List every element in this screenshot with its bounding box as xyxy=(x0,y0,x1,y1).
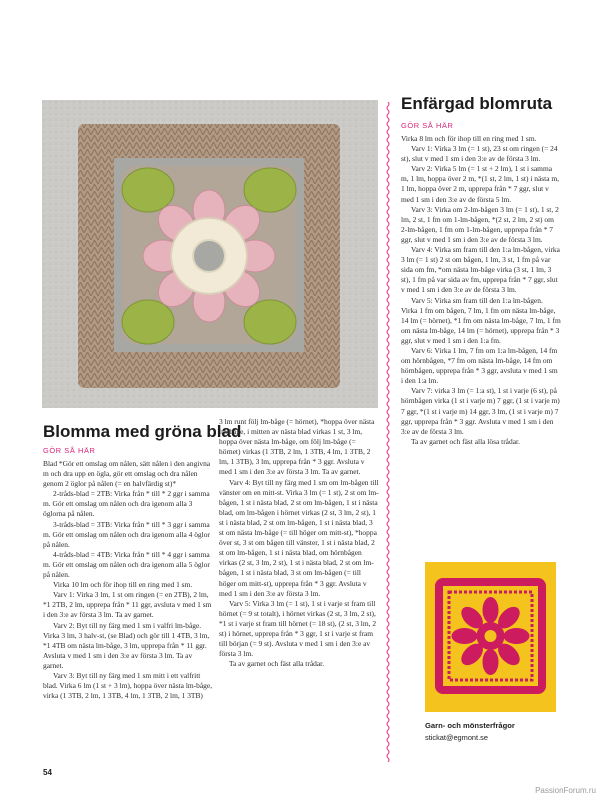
paragraph: 2-tråds-blad = 2TB: Virka från * till * 2 ggr i samma m. Gör ett omslag om nålen och dra igenom alla 3 öglorna på nålen. xyxy=(43,489,210,519)
paragraph: Varv 3: Virka om 2-lm-bågen 3 lm (= 1 st), 1 st, 2 lm, 2 st, 1 fm om 1-lm-bågen, *(2 st, 2 lm, 2 st) om 2-lm-bågen, 1 fm om 1-lm-bågen, upprepa från * 7 ggr, slut v med 1 sm i den 3:e av de första 3 lm. xyxy=(401,204,559,244)
page-number: 54 xyxy=(43,768,52,777)
petal xyxy=(483,597,499,623)
leaf-bottom-left xyxy=(122,300,174,344)
footer-email[interactable]: stickat@egmont.se xyxy=(425,733,488,742)
paragraph: Varv 2: Virka 5 lm (= 1 st + 2 lm), 1 st i samma m, 1 lm, hoppa över 2 m, *(1 st, 2 lm, 1 st) i nästa m, 1 lm, hoppa över 2 m, upprepa från * 7 ggr, slut v med 1 sm i den 3:e av de första 5 lm. xyxy=(401,164,560,204)
paragraph: 4-tråds-blad = 4TB: Virka från * till * 4 ggr i samma m. Gör ett omslag om nålen och dra igenom alla 5 öglor på nålen. xyxy=(43,549,210,580)
right-section-title: Enfärgad blomruta xyxy=(401,94,553,113)
paragraph: Varv 5: Virka sm fram till den 1:a lm-bågen. Virka 1 fm om bågen, 7 lm, 1 fm om nästa lm-båge, 14 lm (= hörnet), *1 fm om nästa lm-båge, 7 lm, 1 fm om nästa lm-båge, 14 lm (= hörnet), upprepa från * 3 ggr, slut v med 1 sm i den 1:a fm. xyxy=(401,295,561,345)
magenta-square-illustration xyxy=(425,562,556,712)
magenta-square-photo xyxy=(425,562,556,712)
paragraph: Virka 8 lm och för ihop till en ring med 1 sm. xyxy=(401,134,537,143)
crochet-square-photo xyxy=(42,100,378,408)
petal xyxy=(504,628,530,644)
left-section-title: Blomma med gröna blad xyxy=(43,422,242,441)
column-divider xyxy=(386,102,390,762)
left-section-subtitle: GÖR SÅ HÄR xyxy=(43,446,96,455)
petal xyxy=(452,628,478,644)
paragraph: Varv 1: Virka 3 lm (= 1 st), 23 st om ringen (= 24 st), slut v med 1 sm i den 3:e av de första 3 lm. xyxy=(401,144,558,164)
paragraph: Varv 4: Virka sm fram till den 1:a lm-bågen, virka 3 lm (= 1 st) 2 st om bågen, 1 lm, 3 st, 1 fm på var sida om fm, *om nästa lm-båge virka (3 st, 1 lm, 3 st), 1 fm på var sida av fm, upprepa från * 7 ggr, slut v med 1 sm i den 3:e av de första 3 lm. xyxy=(401,245,560,295)
right-section-subtitle: GÖR SÅ HÄR xyxy=(401,121,454,130)
leaf-bottom-right xyxy=(244,300,296,344)
crochet-square-illustration xyxy=(42,100,378,408)
paragraph: Varv 4: Byt till ny färg med 1 sm om lm-bågen till vänster om en mitt-st. Virka 3 lm (= 1 st), 2 st om lm-bågen, 1 st i nästa blad, 2 st om lm-bågen, 1 st i nästa blad, om lm-bågen i hörnet virkas (2 st, 3 lm, 2 st), 1 st i nästa blad, 2 st om lm-bågen, 1 st i nästa blad, 3 st om nästa lm-båge (= till höger om mitt-st), *hoppa över st, 3 st om bågen till vänster, 1 st i nästa blad, 2 st om lm-bågen, 1 st i nästa blad, om hörnbågen virkas (2 st, 3 lm, 2 st), 1 st i nästa blad, 2 st om lm-bågen, 1 st i nästa blad, 3 st om lm-bågen (= till höger om mitt-st), upprepa från * 3 ggr. Avsluta v med 1 sm i den 3:e av första 3 lm. xyxy=(219,477,379,598)
leaf-top-right xyxy=(244,168,296,212)
paragraph: Varv 6: Virka 1 lm, 7 fm om 1:a lm-bågen, 14 fm om hörnbågen, *7 fm om nästa lm-båge, 14 fm om hörnbågen, upprepa från * 3 ggr, avsluta v med 1 sm i den 1:a lm. xyxy=(401,345,558,386)
paragraph: 3 lm runt följ lm-båge (= hörnet), *hoppa över nästa lm-båge, i mitten av nästa blad virkas 1 st, 3 lm, hoppa över nästa lm-båge, om följ lm-båge (= hörnet) virkas (1 3TB, 2 lm, 1 3TB, 4 lm, 1 3TB, 2 lm, 1 3TB), 3 lm, upprepa från * 3 ggr. Avsluta v med 1 sm i den 3:e av första 3 lm. Ta av garnet. xyxy=(219,417,375,477)
paragraph: Varv 7: virka 3 lm (= 1:a st), 1 st i varje (6 st), på hörnbågen virka (1 st i varje m) 7 ggr, (1 st i varje m) 7 ggr, *(1 st i varje m) 14 ggr, 3 lm, (1 st i varje m) 7 ggr, upprepa från * 3 ggr. Avsluta v med 1 sm i den 3:e av de första 3 lm. xyxy=(401,386,560,436)
left-column-1 xyxy=(43,459,213,701)
paragraph: Varv 5: Virka 3 lm (= 1 st), 1 st i varje st fram till hörnet (= 9 st totalt), i hörnet virkas (2 st, 3 lm, 2 st), *1 st i varje st fram till hörnet (= 18 st), (2 st, 3 lm, 2 st) i hörnet, upprepa från * 3 ggr, 1 st i varje st fram till början (= 9 st). Avsluta v med 1 sm i den 3:e av första 3 lm. xyxy=(219,598,377,659)
left-column-2 xyxy=(219,417,379,669)
paragraph: Varv 1: Virka 3 lm, 1 st om ringen (= en 2TB), 2 lm, *1 2TB, 2 lm, upprepa från * 11 ggr, avsluta v med 1 sm i den 3:e av första 3 lm. Ta av garnet. xyxy=(43,590,212,620)
paragraph: Virka 10 lm och för ihop till en ring med 1 sm. xyxy=(53,580,193,590)
paragraph: Ta av garnet och fäst alla lösa trådar. xyxy=(411,436,520,446)
paragraph: Blad *Gör ett omslag om nålen, sätt nålen i den angivna m och dra upp en ögla, gör ett omslag och dra nålen genom 2 öglor på nålen (= en halvfärdig st)* xyxy=(43,459,211,489)
paragraph: Varv 3: Byt till ny färg med 1 sm mitt i ett valfritt blad. Virka 6 lm (1 st + 3 lm), hoppa över nästa lm-båge, virka (1 3TB, 2 lm, 1 3TB, 4 lm, 1 3TB, 2 lm, 1 3TB) xyxy=(43,670,213,701)
right-column xyxy=(401,134,561,447)
leaf-top-left xyxy=(122,168,174,212)
watermark: PassionForum.ru xyxy=(535,786,596,795)
petal xyxy=(483,649,499,675)
paragraph: Varv 2: Byt till ny färg med 1 sm i valfri lm-båge. Virka 3 lm, 3 halv-st, (se Blad) och gör till 1 4TB, 3 lm, *1 4TB om nästa lm-båge, 3 lm, upprepa från * 11 ggr. Avsluta v med 1 sm i den 3:e av första 3 lm. Ta av garnet. xyxy=(43,620,210,670)
paragraph: Ta av garnet och fäst alla trådar. xyxy=(229,659,325,669)
footer-heading: Garn- och mönsterfrågor xyxy=(425,721,515,730)
paragraph: 3-tråds-blad = 3TB: Virka från * till * 3 ggr i samma m. Gör ett omslag om nålen och dra igenom alla 4 öglor på nålen. xyxy=(43,519,210,549)
